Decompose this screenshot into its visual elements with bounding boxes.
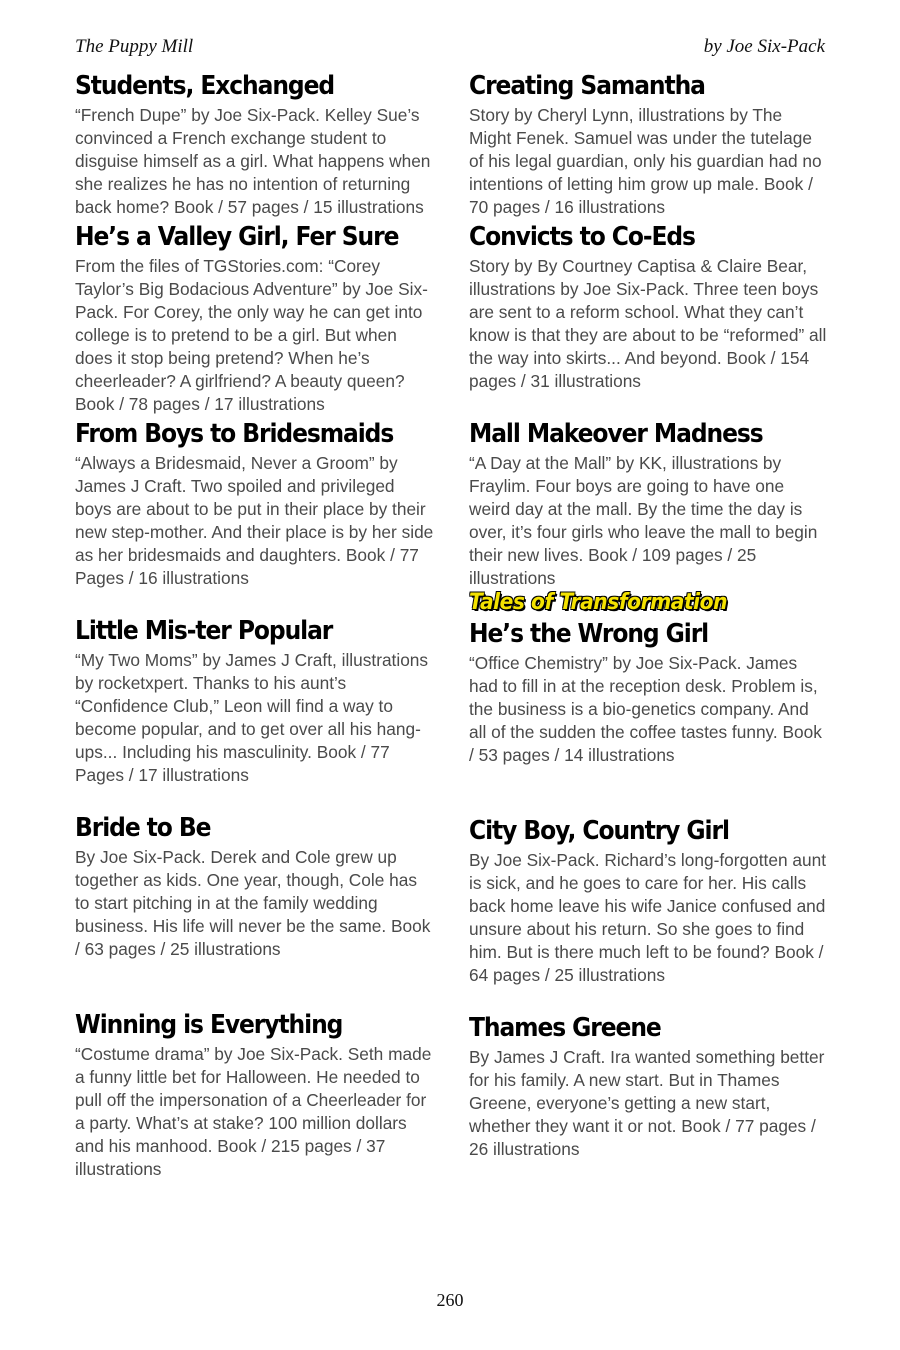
entry-title: Students, Exchanged (75, 71, 335, 101)
entry-description: From the files of TGStories.com: “Corey Taylor’s Big Bodacious Adventure” by Joe Six-Pack. For Corey, the only way he can get into college is to pretend to be a girl. But when does it stop being pretend? When he’s cheerleader? A girlfriend? A beauty queen? Book / 78 pages / 17 illustrations (75, 256, 428, 414)
catalog-entry (469, 813, 829, 1010)
page-number: 260 (436, 1290, 464, 1310)
entry-description: By James J Craft. Ira wanted something better for his family. A new start. But in Thames Greene, everyone’s getting a new start, whether they want it or not. Book / 77 pages / 26 illustrations (469, 1047, 825, 1159)
catalog-entry (75, 219, 435, 416)
catalog-entry (75, 68, 435, 219)
entry-title: He’s the Wrong Girl (469, 619, 709, 649)
catalog-entry (469, 219, 829, 416)
entry-description: “A Day at the Mall” by KK, illustrations by Fraylim. Four boys are going to have one weird day at the mall. By the time the day is over, it’s four girls who leave the mall to begin their new lives. Book / 109 pages / 25 illustrations (469, 453, 818, 588)
entry-title: Creating Samantha (469, 71, 705, 101)
entry-title: He’s a Valley Girl, Fer Sure (75, 222, 399, 252)
entry-description: By Joe Six-Pack. Derek and Cole grew up together as kids. One year, though, Cole has to start pitching in at the family wedding business. His life will never be the same. Book / 63 pages / 25 illustrations (75, 847, 431, 959)
left-column (75, 68, 435, 1204)
catalog-entry (469, 616, 829, 813)
catalog-entry (469, 416, 829, 590)
running-head-author: by Joe Six-Pack (703, 36, 825, 57)
catalog-entry (469, 1010, 829, 1161)
catalog-entry (75, 613, 435, 810)
entry-title: Mall Makeover Madness (469, 419, 763, 449)
entry-description: “Office Chemistry” by Joe Six-Pack. James had to fill in at the reception desk. Problem is, the business is a bio-genetics company. And all of the sudden the coffee tastes funny. Book / 53 pages / 14 illustrations (469, 653, 822, 765)
entry-title: Winning is Everything (75, 1010, 343, 1040)
entry-description: “My Two Moms” by James J Craft, illustrations by rocketxpert. Thanks to his aunt’s “Confidence Club,” Leon will find a way to become popular, and to get over all his hang-ups... Including his masculinity. Book / 77 Pages / 17 illustrations (75, 650, 429, 785)
entry-description: Story by By Courtney Captisa & Claire Bear, illustrations by Joe Six-Pack. Three teen boys are sent to a reform school. What they can’t know is that they are about to be “reformed” all the way into skirts... And beyond. Book / 154 pages / 31 illustrations (469, 256, 827, 391)
series-banner: Tales of Transformation (469, 590, 728, 615)
running-head-title: The Puppy Mill (75, 36, 194, 57)
entry-description: “French Dupe” by Joe Six-Pack. Kelley Sue’s convinced a French exchange student to disguise himself as a girl. What happens when she realizes he has no intention of returning back home? Book / 57 pages / 15 illustrations (75, 105, 431, 217)
catalog-entry (75, 1007, 435, 1204)
entry-title: Bride to Be (75, 813, 211, 843)
entry-title: From Boys to Bridesmaids (75, 419, 394, 449)
entry-title: City Boy, Country Girl (469, 816, 729, 846)
catalog-entry (75, 416, 435, 613)
catalog-entry (469, 68, 829, 219)
entry-description: “Always a Bridesmaid, Never a Groom” by James J Craft. Two spoiled and privileged boys are about to be put in their place by their new step-mother. And their place is by her side as her bridesmaids and daughters. Book / 77 Pages / 16 illustrations (75, 453, 434, 588)
entry-description: By Joe Six-Pack. Richard’s long-forgotten aunt is sick, and he goes to care for her. His calls back home leave his wife Janice confused and unsure about his return. So she goes to find him. But is there much left to be found? Book / 64 pages / 25 illustrations (469, 850, 827, 985)
entry-description: Story by Cheryl Lynn, illustrations by The Might Fenek. Samuel was under the tutelage of his legal guardian, only his guardian had no intentions of letting him grow up male. Book / 70 pages / 16 illustrations (469, 105, 822, 217)
entry-title: Thames Greene (469, 1013, 661, 1043)
entry-title: Convicts to Co-Eds (469, 222, 695, 252)
entry-title: Little Mis-ter Popular (75, 616, 333, 646)
catalog-entry (75, 810, 435, 1007)
right-column (469, 68, 829, 1161)
entry-description: “Costume drama” by Joe Six-Pack. Seth made a funny little bet for Halloween. He needed to pull off the impersonation of a Cheerleader for a party. What’s at stake? 100 million dollars and his manhood. Book / 215 pages / 37 illustrations (75, 1044, 432, 1179)
